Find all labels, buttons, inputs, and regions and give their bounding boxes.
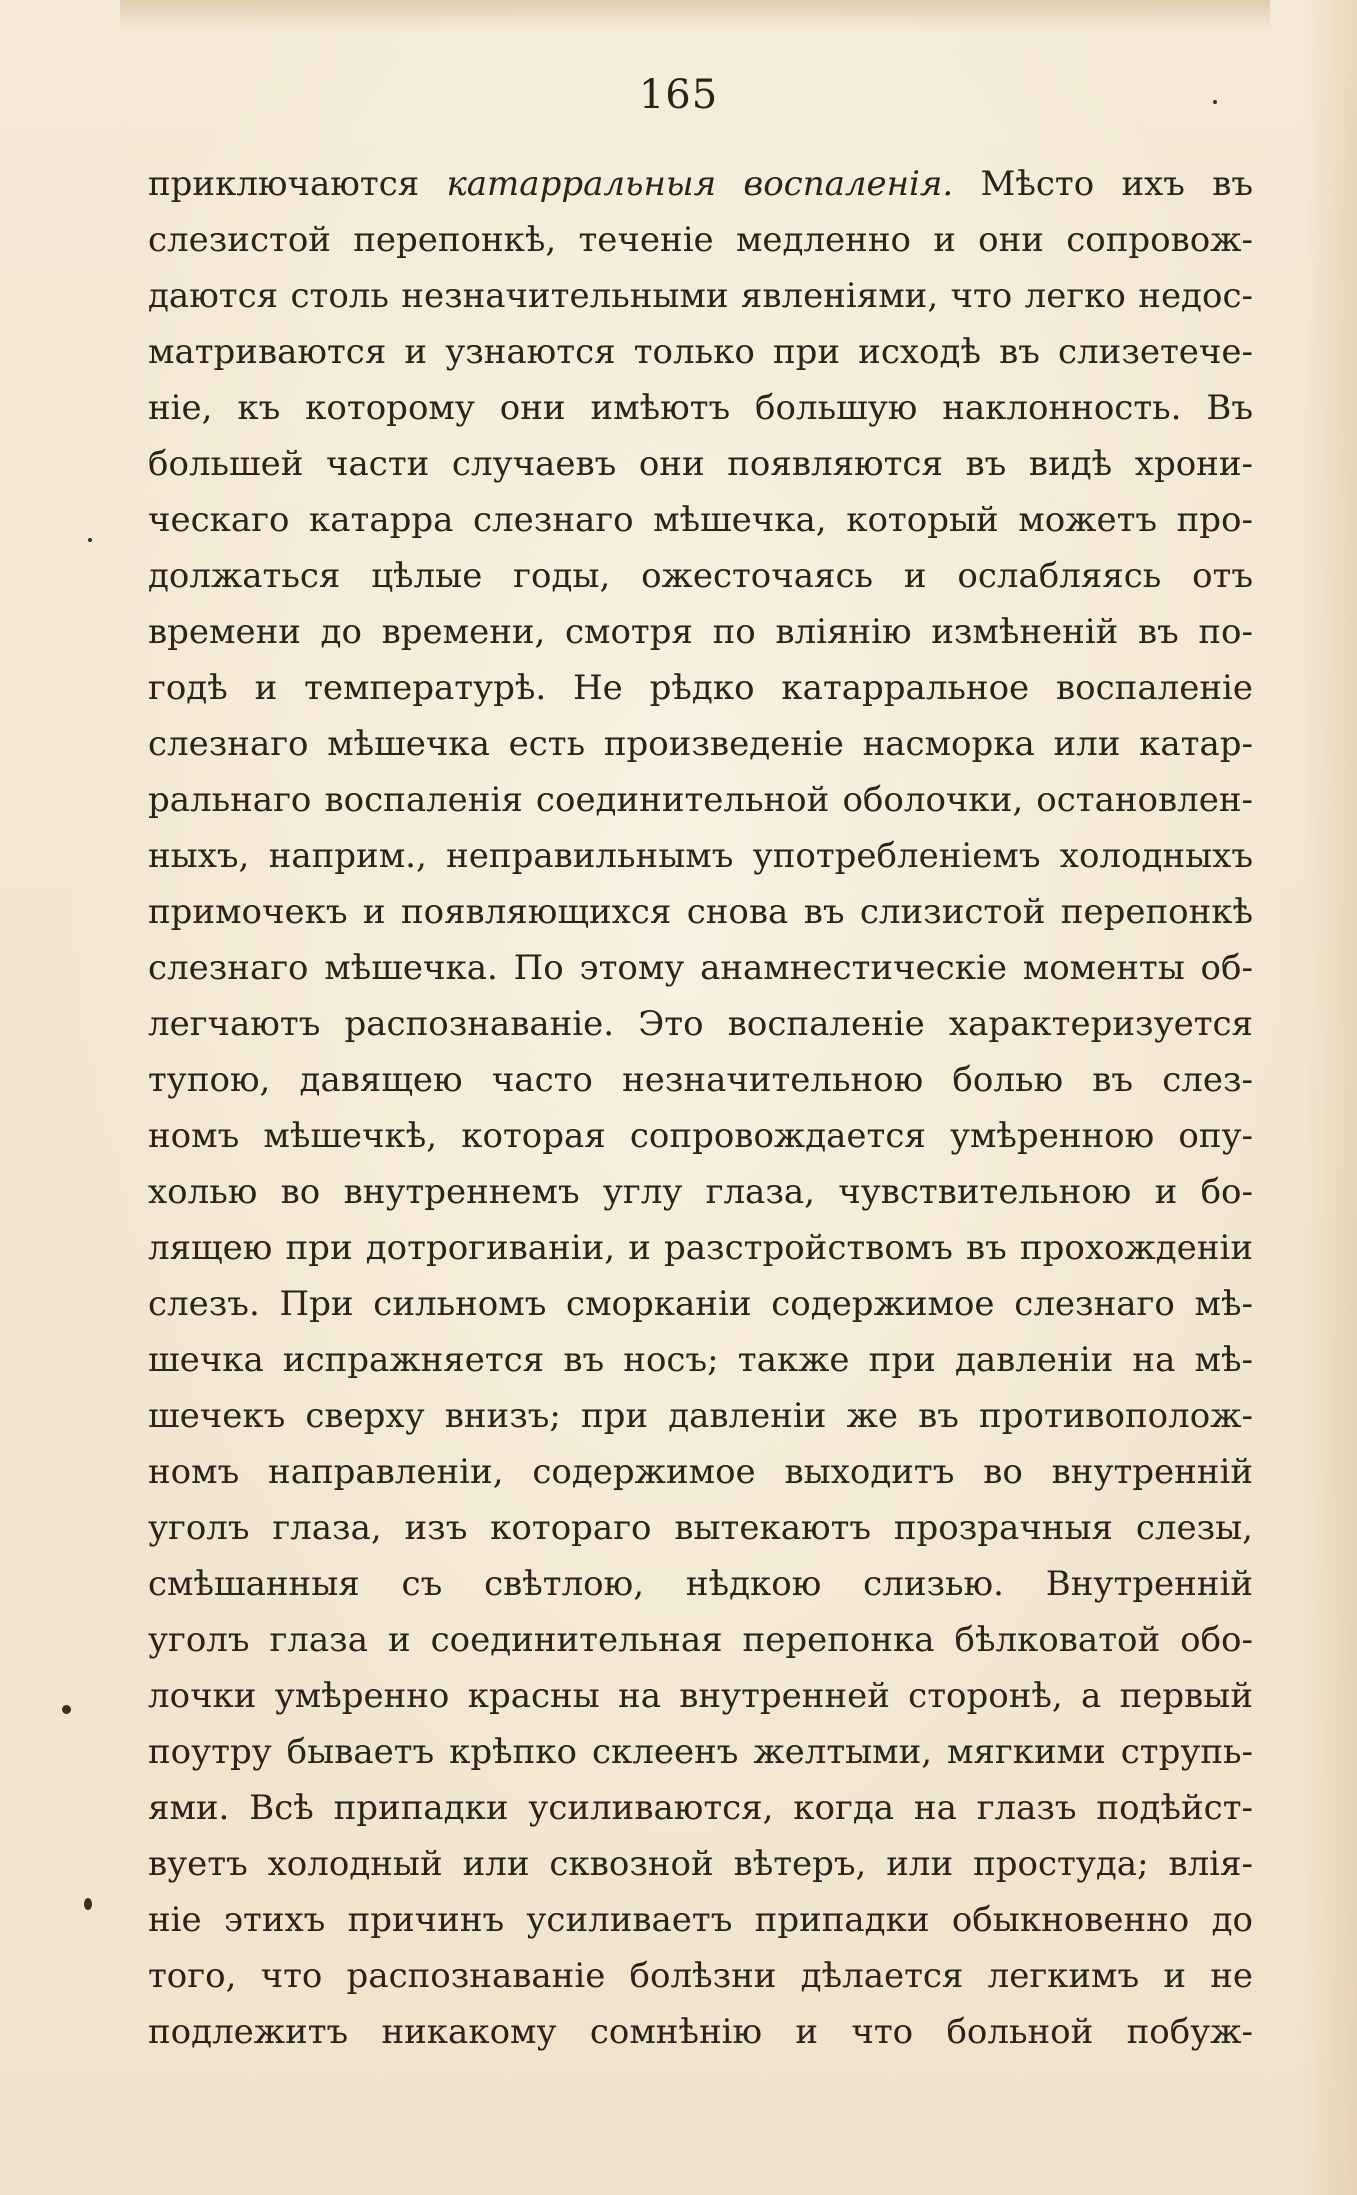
text-line: времени до времени, смотря по вліянію измѣненій въ по- [148, 612, 1253, 652]
text-line: слезнаго мѣшечка. По этому анамнестическіе моменты об- [148, 948, 1253, 988]
text-run: приключаются [148, 164, 447, 204]
ink-speck [88, 538, 92, 542]
text-line: ральнаго воспаленія соединительной оболочки, остановлен- [148, 780, 1253, 820]
text-line: легчаютъ распознаваніе. Это воспаленіе характеризуется [148, 1004, 1253, 1044]
text-line: вуетъ холодный или сквозной вѣтеръ, или простуда; влія- [148, 1844, 1253, 1884]
text-line: подлежитъ никакому сомнѣнію и что больной побуж- [148, 2012, 1253, 2052]
ink-speck [62, 1705, 71, 1714]
text-line: ями. Всѣ припадки усиливаются, когда на глазъ подѣйст- [148, 1788, 1253, 1828]
text-line: должаться цѣлые годы, ожесточаясь и ослабляясь отъ [148, 556, 1253, 596]
text-line: того, что распознаваніе болѣзни дѣлается легкимъ и не [148, 1956, 1253, 1996]
text-line: даются столь незначительными явленіями, что легко недос- [148, 276, 1253, 316]
text-line: смѣшанныя съ свѣтлою, нѣдкою слизью. Внутренній [148, 1564, 1253, 1604]
text-line: шечекъ сверху внизъ; при давленіи же въ противополож- [148, 1396, 1253, 1436]
text-line: ныхъ, наприм., неправильнымъ употребленіемъ холодныхъ [148, 836, 1253, 876]
text-line: большей части случаевъ они появляются въ видѣ хрони- [148, 444, 1253, 484]
text-run: Мѣсто ихъ въ [953, 164, 1253, 204]
text-line: лящею при дотрогиваніи, и разстройствомъ въ прохожденіи [148, 1228, 1253, 1268]
text-line [148, 156, 1253, 212]
ink-speck [1213, 100, 1217, 104]
text-line: матриваются и узнаются только при исходѣ въ слизетече- [148, 332, 1253, 372]
text-line: слезнаго мѣшечка есть произведеніе насморка или катар- [148, 724, 1253, 764]
text-line: примочекъ и появляющихся снова въ слизистой перепонкѣ [148, 892, 1253, 932]
text-line: номъ направленіи, содержимое выходитъ во внутренній [148, 1452, 1253, 1492]
text-line: ніе, къ которому они имѣютъ большую наклонность. Въ [148, 388, 1253, 428]
text-line: уголъ глаза, изъ котораго вытекаютъ прозрачныя слезы, [148, 1508, 1253, 1548]
text-line: ческаго катарра слезнаго мѣшечка, который можетъ про- [148, 500, 1253, 540]
text-line: слезистой перепонкѣ, теченіе медленно и они сопровож- [148, 220, 1253, 260]
text-line: шечка испражняется въ носъ; также при давленіи на мѣ- [148, 1340, 1253, 1380]
body-text [148, 156, 1253, 2060]
text-line: ніе этихъ причинъ усиливаетъ припадки обыкновенно до [148, 1900, 1253, 1940]
italic-term: катарральныя воспаленія. [446, 164, 954, 204]
text-line: слезъ. При сильномъ сморканіи содержимое слезнаго мѣ- [148, 1284, 1253, 1324]
text-line: тупою, давящею часто незначительною болью въ слез- [148, 1060, 1253, 1100]
paper-edge-shadow [1302, 0, 1357, 2195]
paper-stain [120, 0, 1270, 30]
page-number: 165 [638, 72, 719, 118]
ink-speck [84, 1898, 92, 1910]
text-line: холью во внутреннемъ углу глаза, чувствительною и бо- [148, 1172, 1253, 1212]
text-line: годѣ и температурѣ. Не рѣдко катарральное воспаленіе [148, 668, 1253, 708]
text-line: номъ мѣшечкѣ, которая сопровождается умѣренною опу- [148, 1116, 1253, 1156]
text-line: поутру бываетъ крѣпко склеенъ желтыми, мягкими струпь- [148, 1732, 1253, 1772]
text-line: лочки умѣренно красны на внутренней сторонѣ, а первый [148, 1676, 1253, 1716]
text-line: уголъ глаза и соединительная перепонка бѣлковатой обо- [148, 1620, 1253, 1660]
